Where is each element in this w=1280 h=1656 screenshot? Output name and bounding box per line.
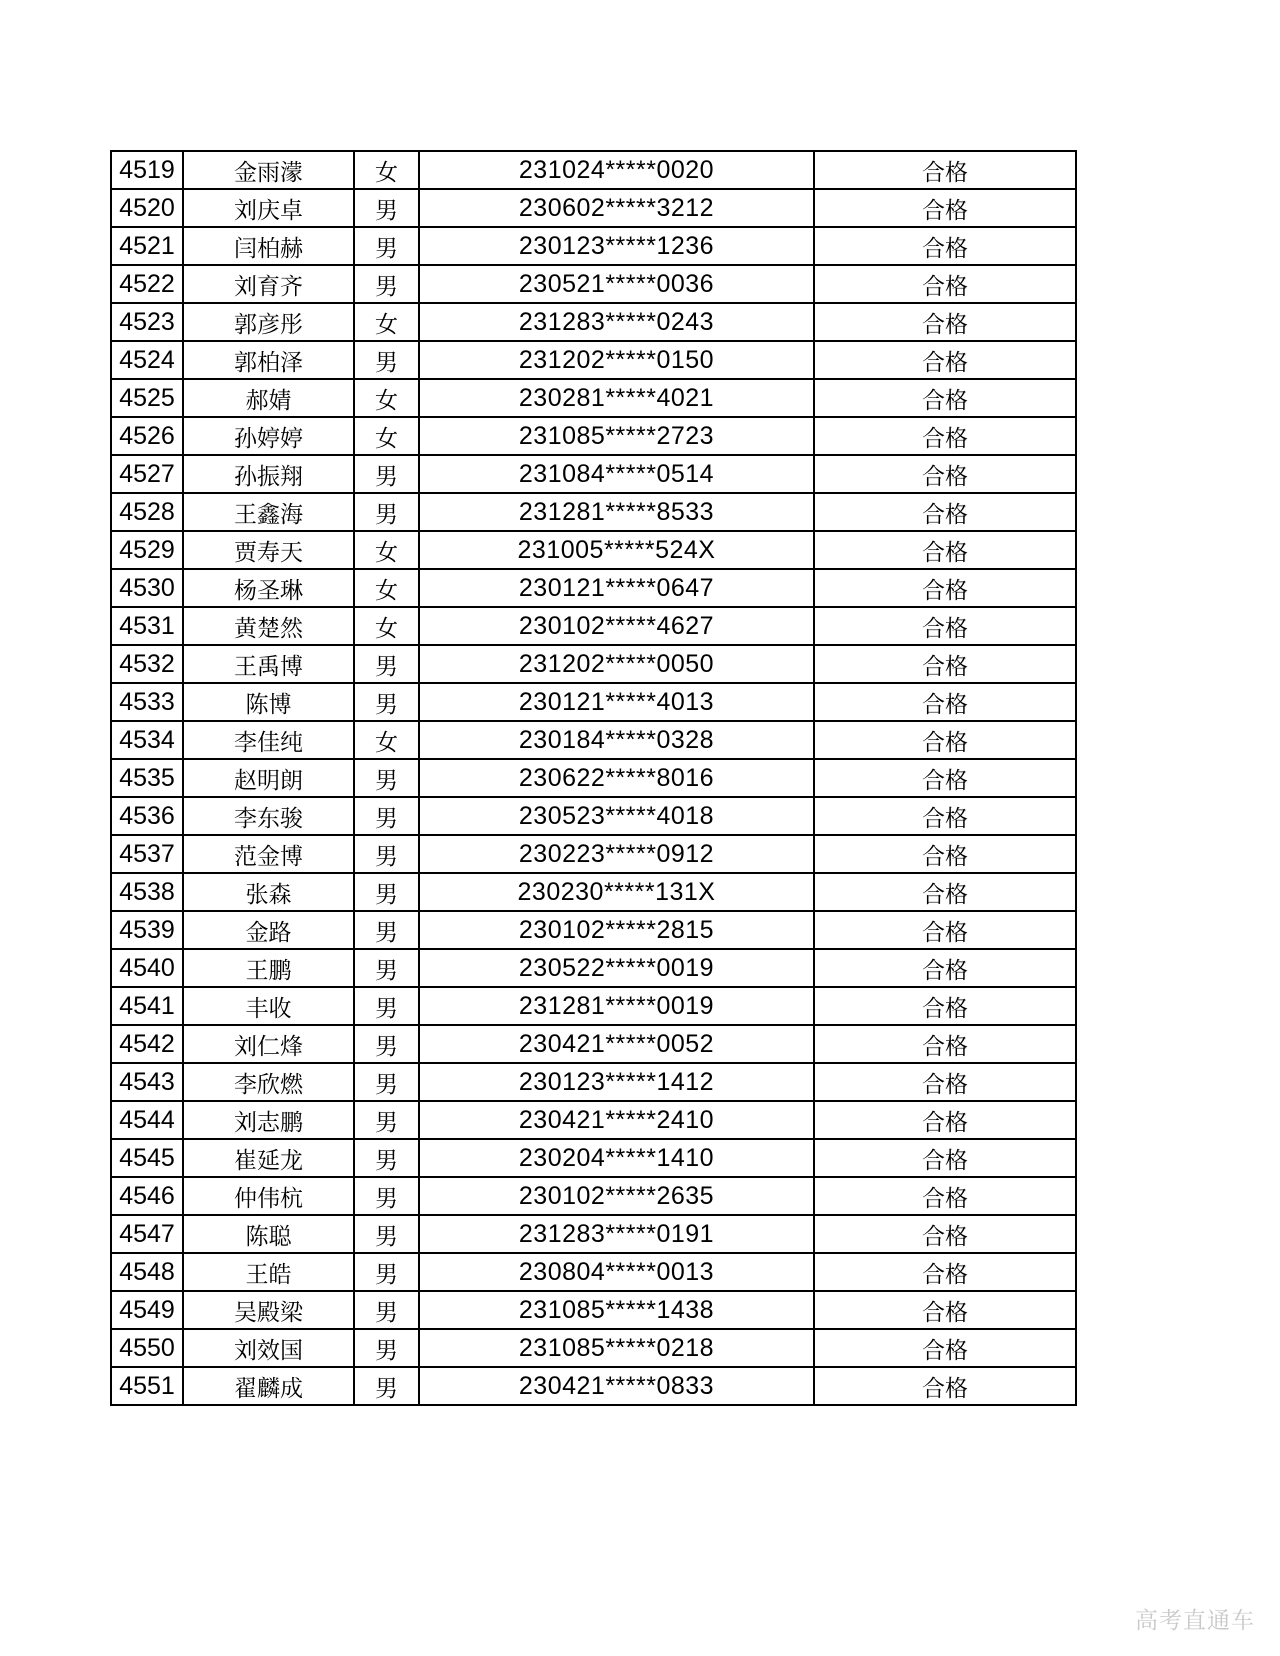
gender-cell: 男 xyxy=(354,493,419,531)
name-cell: 陈博 xyxy=(183,683,354,721)
id-number-cell: 231085*****1438 xyxy=(419,1291,814,1329)
id-number-cell: 230102*****2635 xyxy=(419,1177,814,1215)
gender-cell: 女 xyxy=(354,151,419,189)
row-number-cell: 4532 xyxy=(111,645,183,683)
gender-cell: 男 xyxy=(354,1101,419,1139)
id-number-cell: 230121*****4013 xyxy=(419,683,814,721)
id-number-cell: 231283*****0243 xyxy=(419,303,814,341)
name-cell: 李东骏 xyxy=(183,797,354,835)
gender-cell: 男 xyxy=(354,759,419,797)
table-row xyxy=(111,1329,1076,1367)
row-number-cell: 4533 xyxy=(111,683,183,721)
gender-cell: 男 xyxy=(354,1329,419,1367)
result-cell: 合格 xyxy=(814,721,1076,759)
name-cell: 金路 xyxy=(183,911,354,949)
gender-cell: 男 xyxy=(354,341,419,379)
id-number-cell: 230421*****0052 xyxy=(419,1025,814,1063)
result-cell: 合格 xyxy=(814,759,1076,797)
table-row xyxy=(111,721,1076,759)
result-cell: 合格 xyxy=(814,797,1076,835)
row-number-cell: 4536 xyxy=(111,797,183,835)
name-cell: 孙婷婷 xyxy=(183,417,354,455)
table-row xyxy=(111,493,1076,531)
row-number-cell: 4523 xyxy=(111,303,183,341)
result-cell: 合格 xyxy=(814,1101,1076,1139)
result-cell: 合格 xyxy=(814,379,1076,417)
result-cell: 合格 xyxy=(814,949,1076,987)
gender-cell: 男 xyxy=(354,1025,419,1063)
row-number-cell: 4521 xyxy=(111,227,183,265)
name-cell: 郭柏泽 xyxy=(183,341,354,379)
id-number-cell: 231024*****0020 xyxy=(419,151,814,189)
id-number-cell: 230522*****0019 xyxy=(419,949,814,987)
table-row xyxy=(111,417,1076,455)
row-number-cell: 4529 xyxy=(111,531,183,569)
table-row xyxy=(111,1025,1076,1063)
result-cell: 合格 xyxy=(814,1253,1076,1291)
result-cell: 合格 xyxy=(814,417,1076,455)
name-cell: 闫柏赫 xyxy=(183,227,354,265)
name-cell: 王鑫海 xyxy=(183,493,354,531)
gender-cell: 男 xyxy=(354,797,419,835)
name-cell: 黄楚然 xyxy=(183,607,354,645)
table-row xyxy=(111,1139,1076,1177)
result-cell: 合格 xyxy=(814,151,1076,189)
row-number-cell: 4539 xyxy=(111,911,183,949)
table-row xyxy=(111,949,1076,987)
table-row xyxy=(111,683,1076,721)
row-number-cell: 4528 xyxy=(111,493,183,531)
row-number-cell: 4519 xyxy=(111,151,183,189)
gender-cell: 男 xyxy=(354,645,419,683)
row-number-cell: 4547 xyxy=(111,1215,183,1253)
result-cell: 合格 xyxy=(814,189,1076,227)
result-cell: 合格 xyxy=(814,1139,1076,1177)
name-cell: 丰收 xyxy=(183,987,354,1025)
gender-cell: 女 xyxy=(354,721,419,759)
result-cell: 合格 xyxy=(814,1329,1076,1367)
gender-cell: 男 xyxy=(354,1177,419,1215)
table-row xyxy=(111,1177,1076,1215)
name-cell: 刘效国 xyxy=(183,1329,354,1367)
result-cell: 合格 xyxy=(814,683,1076,721)
name-cell: 刘志鹏 xyxy=(183,1101,354,1139)
result-cell: 合格 xyxy=(814,1215,1076,1253)
table-row xyxy=(111,303,1076,341)
gender-cell: 男 xyxy=(354,1139,419,1177)
name-cell: 陈聪 xyxy=(183,1215,354,1253)
row-number-cell: 4551 xyxy=(111,1367,183,1405)
id-number-cell: 230622*****8016 xyxy=(419,759,814,797)
table-row xyxy=(111,531,1076,569)
watermark-text: 高考直通车 xyxy=(1135,1608,1255,1633)
id-number-cell: 230804*****0013 xyxy=(419,1253,814,1291)
qualification-table xyxy=(110,150,1077,1406)
name-cell: 崔延龙 xyxy=(183,1139,354,1177)
gender-cell: 男 xyxy=(354,1215,419,1253)
id-number-cell: 230204*****1410 xyxy=(419,1139,814,1177)
row-number-cell: 4548 xyxy=(111,1253,183,1291)
gender-cell: 男 xyxy=(354,873,419,911)
gender-cell: 男 xyxy=(354,1253,419,1291)
name-cell: 翟麟成 xyxy=(183,1367,354,1405)
gender-cell: 女 xyxy=(354,417,419,455)
name-cell: 赵明朗 xyxy=(183,759,354,797)
id-number-cell: 230602*****3212 xyxy=(419,189,814,227)
id-number-cell: 230421*****0833 xyxy=(419,1367,814,1405)
row-number-cell: 4525 xyxy=(111,379,183,417)
result-cell: 合格 xyxy=(814,1177,1076,1215)
id-number-cell: 230421*****2410 xyxy=(419,1101,814,1139)
id-number-cell: 231202*****0050 xyxy=(419,645,814,683)
table-row xyxy=(111,645,1076,683)
name-cell: 仲伟杭 xyxy=(183,1177,354,1215)
id-number-cell: 230121*****0647 xyxy=(419,569,814,607)
gender-cell: 男 xyxy=(354,683,419,721)
gender-cell: 男 xyxy=(354,455,419,493)
result-cell: 合格 xyxy=(814,1367,1076,1405)
row-number-cell: 4520 xyxy=(111,189,183,227)
gender-cell: 女 xyxy=(354,379,419,417)
name-cell: 王皓 xyxy=(183,1253,354,1291)
table-row xyxy=(111,1101,1076,1139)
gender-cell: 男 xyxy=(354,227,419,265)
result-cell: 合格 xyxy=(814,531,1076,569)
row-number-cell: 4526 xyxy=(111,417,183,455)
id-number-cell: 231085*****0218 xyxy=(419,1329,814,1367)
name-cell: 郝婧 xyxy=(183,379,354,417)
gender-cell: 男 xyxy=(354,1291,419,1329)
gender-cell: 女 xyxy=(354,569,419,607)
table-row xyxy=(111,759,1076,797)
gender-cell: 男 xyxy=(354,949,419,987)
row-number-cell: 4531 xyxy=(111,607,183,645)
row-number-cell: 4524 xyxy=(111,341,183,379)
result-cell: 合格 xyxy=(814,987,1076,1025)
result-cell: 合格 xyxy=(814,493,1076,531)
row-number-cell: 4538 xyxy=(111,873,183,911)
name-cell: 李佳纯 xyxy=(183,721,354,759)
result-cell: 合格 xyxy=(814,1025,1076,1063)
gender-cell: 男 xyxy=(354,911,419,949)
result-cell: 合格 xyxy=(814,645,1076,683)
row-number-cell: 4543 xyxy=(111,1063,183,1101)
result-cell: 合格 xyxy=(814,265,1076,303)
result-cell: 合格 xyxy=(814,569,1076,607)
name-cell: 金雨濛 xyxy=(183,151,354,189)
row-number-cell: 4544 xyxy=(111,1101,183,1139)
table-row xyxy=(111,189,1076,227)
table-row xyxy=(111,873,1076,911)
id-number-cell: 230281*****4021 xyxy=(419,379,814,417)
id-number-cell: 231281*****8533 xyxy=(419,493,814,531)
name-cell: 李欣燃 xyxy=(183,1063,354,1101)
result-cell: 合格 xyxy=(814,1063,1076,1101)
name-cell: 孙振翔 xyxy=(183,455,354,493)
table-row xyxy=(111,607,1076,645)
name-cell: 吴殿梁 xyxy=(183,1291,354,1329)
gender-cell: 男 xyxy=(354,835,419,873)
result-cell: 合格 xyxy=(814,607,1076,645)
row-number-cell: 4541 xyxy=(111,987,183,1025)
gender-cell: 男 xyxy=(354,189,419,227)
id-number-cell: 230523*****4018 xyxy=(419,797,814,835)
id-number-cell: 231281*****0019 xyxy=(419,987,814,1025)
result-cell: 合格 xyxy=(814,911,1076,949)
gender-cell: 女 xyxy=(354,531,419,569)
table-row xyxy=(111,151,1076,189)
name-cell: 刘庆卓 xyxy=(183,189,354,227)
table-row xyxy=(111,341,1076,379)
id-number-cell: 231005*****524X xyxy=(419,531,814,569)
gender-cell: 男 xyxy=(354,265,419,303)
row-number-cell: 4527 xyxy=(111,455,183,493)
name-cell: 贾寿天 xyxy=(183,531,354,569)
row-number-cell: 4534 xyxy=(111,721,183,759)
gender-cell: 男 xyxy=(354,1367,419,1405)
id-number-cell: 231084*****0514 xyxy=(419,455,814,493)
row-number-cell: 4542 xyxy=(111,1025,183,1063)
id-number-cell: 230123*****1236 xyxy=(419,227,814,265)
name-cell: 范金博 xyxy=(183,835,354,873)
name-cell: 王禹博 xyxy=(183,645,354,683)
qualification-table-body xyxy=(111,151,1076,1405)
name-cell: 郭彦彤 xyxy=(183,303,354,341)
id-number-cell: 230102*****2815 xyxy=(419,911,814,949)
result-cell: 合格 xyxy=(814,873,1076,911)
name-cell: 刘仁烽 xyxy=(183,1025,354,1063)
result-cell: 合格 xyxy=(814,341,1076,379)
table-row xyxy=(111,911,1076,949)
row-number-cell: 4530 xyxy=(111,569,183,607)
table-row xyxy=(111,1063,1076,1101)
id-number-cell: 231283*****0191 xyxy=(419,1215,814,1253)
id-number-cell: 231085*****2723 xyxy=(419,417,814,455)
id-number-cell: 230102*****4627 xyxy=(419,607,814,645)
gender-cell: 男 xyxy=(354,1063,419,1101)
id-number-cell: 230521*****0036 xyxy=(419,265,814,303)
id-number-cell: 231202*****0150 xyxy=(419,341,814,379)
id-number-cell: 230230*****131X xyxy=(419,873,814,911)
result-cell: 合格 xyxy=(814,455,1076,493)
table-row xyxy=(111,227,1076,265)
row-number-cell: 4549 xyxy=(111,1291,183,1329)
table-row xyxy=(111,797,1076,835)
row-number-cell: 4537 xyxy=(111,835,183,873)
id-number-cell: 230184*****0328 xyxy=(419,721,814,759)
name-cell: 杨圣琳 xyxy=(183,569,354,607)
name-cell: 张森 xyxy=(183,873,354,911)
row-number-cell: 4546 xyxy=(111,1177,183,1215)
table-row xyxy=(111,1253,1076,1291)
table-row xyxy=(111,835,1076,873)
table-row xyxy=(111,265,1076,303)
table-row xyxy=(111,987,1076,1025)
row-number-cell: 4540 xyxy=(111,949,183,987)
result-cell: 合格 xyxy=(814,1291,1076,1329)
row-number-cell: 4550 xyxy=(111,1329,183,1367)
gender-cell: 男 xyxy=(354,987,419,1025)
row-number-cell: 4522 xyxy=(111,265,183,303)
result-cell: 合格 xyxy=(814,303,1076,341)
table-row xyxy=(111,569,1076,607)
table-row xyxy=(111,1291,1076,1329)
id-number-cell: 230223*****0912 xyxy=(419,835,814,873)
gender-cell: 女 xyxy=(354,607,419,645)
result-cell: 合格 xyxy=(814,227,1076,265)
gender-cell: 女 xyxy=(354,303,419,341)
row-number-cell: 4535 xyxy=(111,759,183,797)
id-number-cell: 230123*****1412 xyxy=(419,1063,814,1101)
name-cell: 王鹏 xyxy=(183,949,354,987)
table-row xyxy=(111,455,1076,493)
result-cell: 合格 xyxy=(814,835,1076,873)
table-row xyxy=(111,1367,1076,1405)
table-row xyxy=(111,1215,1076,1253)
name-cell: 刘育齐 xyxy=(183,265,354,303)
table-row xyxy=(111,379,1076,417)
row-number-cell: 4545 xyxy=(111,1139,183,1177)
